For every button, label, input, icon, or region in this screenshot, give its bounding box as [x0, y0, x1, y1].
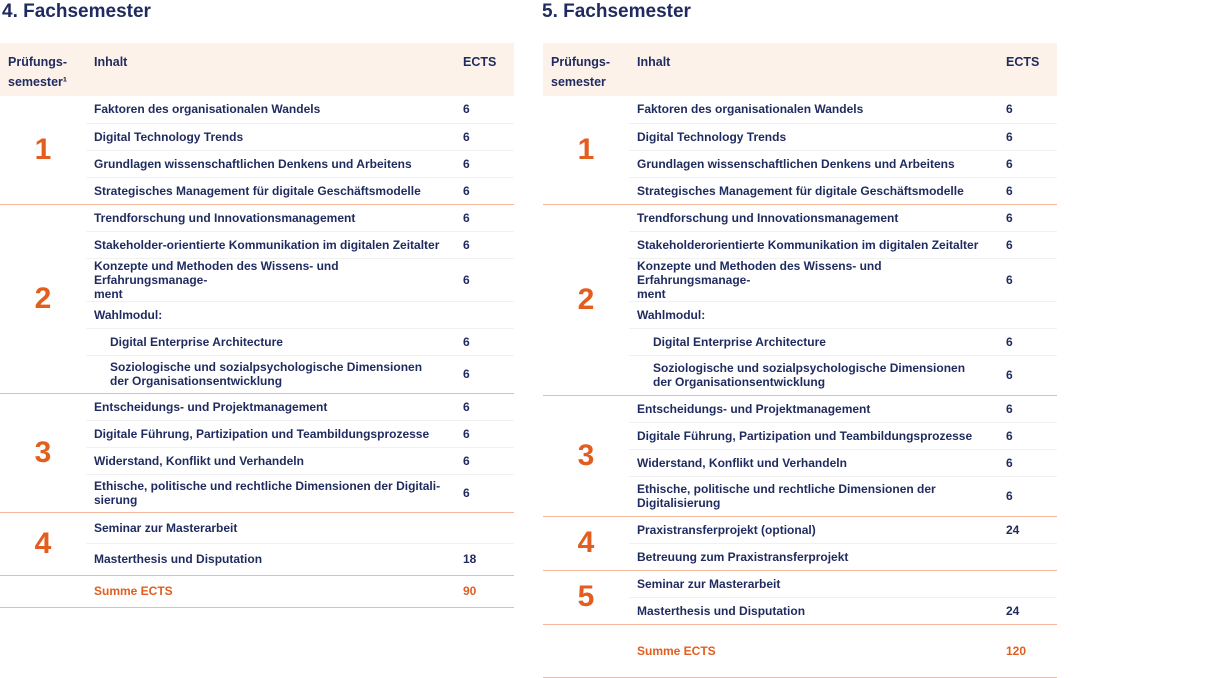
module-name [629, 123, 998, 150]
ects-value: 6 [998, 328, 1057, 355]
curriculum-table-5-semesters [543, 43, 1057, 678]
ects-value: 6 [998, 123, 1057, 150]
table-row [0, 204, 514, 231]
module-name [86, 204, 455, 231]
module-name-line: Ethische, politische und rechtliche Dimensionen der Digitali- [94, 479, 441, 493]
ects-value: 6 [998, 96, 1057, 123]
module-name-line: Masterthesis und Disputation [637, 603, 806, 618]
module-name-line: ment [94, 286, 123, 301]
module-name-line: Digital Technology Trends [94, 129, 244, 144]
module-name [629, 258, 998, 301]
module-name [629, 96, 998, 123]
module-name-line: Strategisches Management für digitale Geschäftsmodelle [637, 183, 964, 198]
module-name-line: Masterthesis und Disputation [94, 552, 263, 566]
module-name-line: Widerstand, Konflikt und Verhandeln [94, 453, 304, 468]
pruefungssemester-number: 2 [0, 204, 86, 393]
sum-empty-cell [0, 575, 86, 607]
sum-row [543, 624, 1057, 677]
sum-label: Summe ECTS [629, 624, 998, 677]
module-name-line: Entscheidungs- und Projektmanagement [637, 401, 871, 416]
module-name-line: Faktoren des organisationalen Wandels [94, 102, 321, 117]
module-name [86, 96, 455, 123]
module-name-line: Ethische, politische und rechtliche Dimensionen der [637, 482, 936, 496]
ects-value: 6 [998, 258, 1057, 301]
module-name-line: ment [637, 286, 666, 301]
module-name-line: Trendforschung und Innovationsmanagement [94, 210, 356, 225]
module-name [629, 328, 998, 355]
module-name [629, 355, 998, 395]
module-name-line: Faktoren des organisationalen Wandels [637, 102, 864, 117]
module-name-line: Digital Technology Trends [637, 129, 787, 144]
module-name-line: Seminar zur Masterarbeit [94, 520, 238, 535]
pruefungssemester-number: 1 [0, 96, 86, 204]
ects-value [455, 301, 514, 328]
module-name-line: Praxistransferprojekt (optional) [637, 522, 816, 537]
module-name [86, 231, 455, 258]
ects-value: 24 [998, 516, 1057, 543]
module-name-line: Digital Enterprise Architecture [110, 334, 283, 349]
pruefungssemester-number: 5 [543, 570, 629, 624]
ects-value: 6 [455, 177, 514, 204]
ects-value: 6 [455, 420, 514, 447]
right-table-title: 5. Fachsemester [542, 1, 691, 22]
header-ects: ECTS [998, 43, 1057, 96]
ects-value: 6 [998, 204, 1057, 231]
module-name [629, 449, 998, 476]
ects-value: 24 [998, 597, 1057, 624]
module-name-line: Betreuung zum Praxistransferprojekt [637, 549, 849, 564]
module-name [629, 204, 998, 231]
ects-value: 6 [455, 150, 514, 177]
ects-value [998, 570, 1057, 597]
module-name [629, 231, 998, 258]
module-name [86, 543, 455, 575]
pruefungssemester-number: 2 [543, 204, 629, 395]
pruefungssemester-number: 3 [0, 393, 86, 512]
module-name-line: Entscheidungs- und Projektmanagement [94, 399, 328, 414]
module-name [86, 177, 455, 204]
sum-ects-value: 120 [998, 624, 1057, 677]
module-name [629, 543, 998, 570]
ects-value: 6 [455, 258, 514, 301]
ects-value [455, 512, 514, 543]
module-name-line: Grundlagen wissenschaftlichen Denkens und Arbeitens [637, 156, 955, 171]
module-name-line: Digital Enterprise Architecture [653, 334, 826, 349]
ects-value: 6 [455, 474, 514, 512]
module-name-line: Wahlmodul: [637, 307, 706, 322]
module-name-line: Digitalisierung [637, 496, 721, 510]
module-name-line: Grundlagen wissenschaftlichen Denkens und Arbeitens [94, 156, 412, 171]
module-name-line: Wahlmodul: [94, 307, 163, 322]
module-name [86, 393, 455, 420]
ects-value: 6 [998, 177, 1057, 204]
header-pruefungssemester: Prüfungs- semester¹ [0, 43, 86, 96]
sum-ects-value: 90 [455, 575, 514, 607]
header-inhalt: Inhalt [86, 43, 455, 96]
module-name [86, 355, 455, 393]
sum-label: Summe ECTS [86, 575, 455, 607]
ects-value: 6 [455, 355, 514, 393]
module-name [629, 422, 998, 449]
ects-value: 6 [455, 96, 514, 123]
ects-value: 6 [998, 231, 1057, 258]
ects-value: 6 [455, 328, 514, 355]
module-name-line: Strategisches Management für digitale Geschäftsmodelle [94, 183, 421, 198]
table-row [543, 204, 1057, 231]
module-name [86, 420, 455, 447]
left-table-title: 4. Fachsemester [2, 1, 151, 22]
table-row [0, 96, 514, 123]
header-pruefungssemester: Prüfungs- semester [543, 43, 629, 96]
table-row [543, 395, 1057, 422]
module-name-line: Digitale Führung, Partizipation und Teambildungsprozesse [637, 428, 973, 443]
module-name-line: Digitale Führung, Partizipation und Teambildungsprozesse [94, 426, 430, 441]
ects-value [998, 543, 1057, 570]
ects-value [998, 301, 1057, 328]
module-name [629, 301, 998, 328]
module-name [86, 123, 455, 150]
ects-value: 6 [455, 447, 514, 474]
ects-value: 6 [455, 393, 514, 420]
ects-value: 6 [455, 204, 514, 231]
module-name [629, 476, 998, 516]
module-name-line: Widerstand, Konflikt und Verhandeln [637, 455, 847, 470]
header-ects: ECTS [455, 43, 514, 96]
pruefungssemester-number: 4 [543, 516, 629, 570]
sum-empty-cell [543, 624, 629, 677]
module-name [86, 150, 455, 177]
module-name [86, 258, 455, 301]
table-row [543, 96, 1057, 123]
module-name-line: Soziologische und sozialpsychologische Dimensionen [653, 361, 966, 375]
module-name-line: Stakeholderorientierte Kommunikation im digitalen Zeitalter [637, 237, 979, 252]
module-name [629, 177, 998, 204]
curriculum-table-4-semesters [0, 43, 514, 608]
ects-value: 6 [455, 231, 514, 258]
module-name [629, 516, 998, 543]
module-name-line: Soziologische und sozialpsychologische Dimensionen [110, 360, 423, 374]
module-name [629, 597, 998, 624]
module-name [629, 395, 998, 422]
module-name-line: der Organisationsentwicklung [110, 374, 283, 388]
module-name-line: Konzepte und Methoden des Wissens- und Erfahrungsmanage- [94, 258, 339, 287]
module-name-line: sierung [94, 493, 138, 507]
table-row [0, 512, 514, 543]
ects-value: 18 [455, 543, 514, 575]
module-name-line: Konzepte und Methoden des Wissens- und Erfahrungsmanage- [637, 258, 882, 287]
module-name-line: Stakeholder-orientierte Kommunikation im digitalen Zeitalter [94, 237, 440, 252]
table-row [543, 570, 1057, 597]
table-row [543, 516, 1057, 543]
ects-value: 6 [455, 123, 514, 150]
module-name [629, 150, 998, 177]
module-name [86, 301, 455, 328]
module-name [629, 570, 998, 597]
pruefungssemester-number: 4 [0, 512, 86, 575]
module-name-line: der Organisationsentwicklung [653, 375, 826, 389]
module-name [86, 474, 455, 512]
ects-value: 6 [998, 395, 1057, 422]
module-name-line: Seminar zur Masterarbeit [637, 576, 781, 591]
ects-value: 6 [998, 150, 1057, 177]
pruefungssemester-number: 1 [543, 96, 629, 204]
pruefungssemester-number: 3 [543, 395, 629, 516]
ects-value: 6 [998, 449, 1057, 476]
module-name [86, 512, 455, 543]
module-name [86, 447, 455, 474]
ects-value: 6 [998, 355, 1057, 395]
sum-row [0, 575, 514, 607]
ects-value: 6 [998, 422, 1057, 449]
ects-value: 6 [998, 476, 1057, 516]
header-inhalt: Inhalt [629, 43, 998, 96]
table-row [0, 393, 514, 420]
module-name-line: Trendforschung und Innovationsmanagement [637, 210, 899, 225]
module-name [86, 328, 455, 355]
